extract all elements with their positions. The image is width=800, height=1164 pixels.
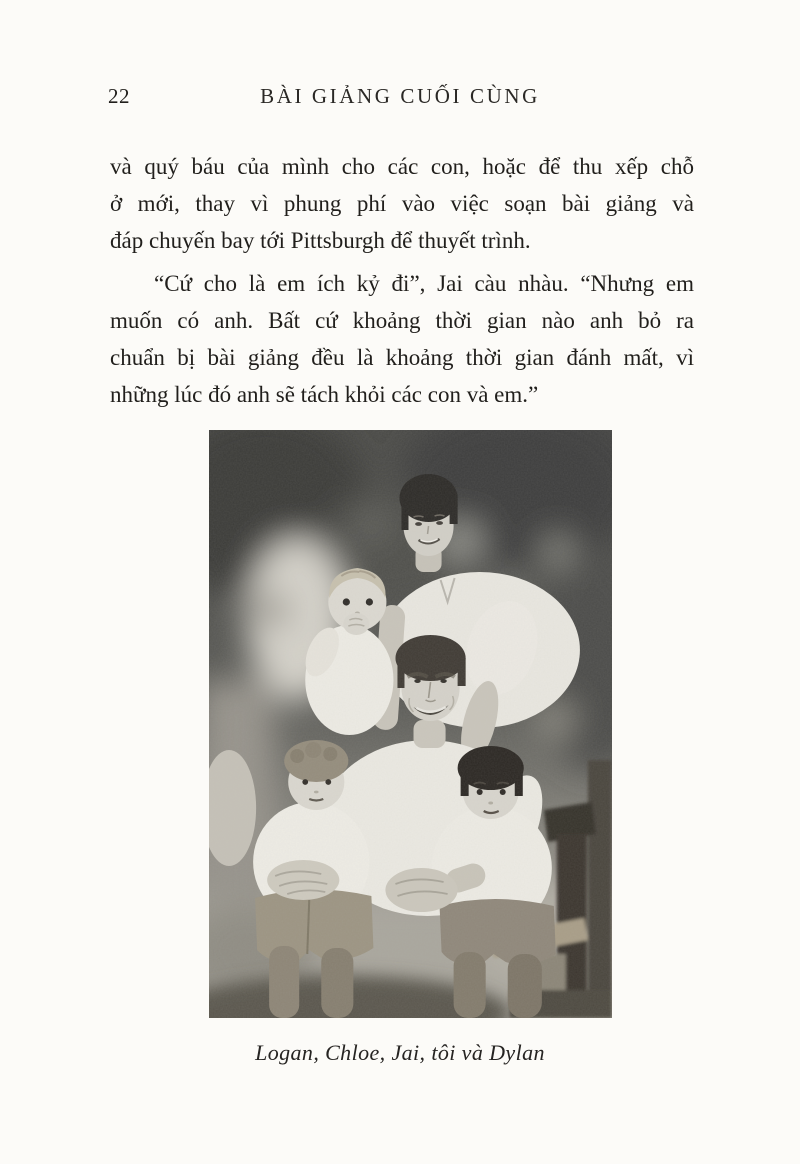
text-line: chuẩn bị bài giảng đều là khoảng thời gian đánh mất, vì	[110, 345, 694, 370]
body-text	[110, 148, 694, 413]
photo-caption: Logan, Chloe, Jai, tôi và Dylan	[255, 1040, 545, 1065]
text-line: đáp chuyến bay tới Pittsburgh để thuyết trình.	[110, 228, 531, 253]
text-line: “Cứ cho là em ích kỷ đi”, Jai càu nhàu. “Nhưng em	[154, 271, 694, 296]
text-line: và quý báu của mình cho các con, hoặc để thu xếp chỗ	[110, 154, 694, 179]
running-header: BÀI GIẢNG CUỐI CÙNG	[260, 84, 540, 108]
family-photo	[209, 430, 612, 1018]
text-line: ở mới, thay vì phung phí vào việc soạn bài giảng và	[110, 191, 694, 216]
text-line: những lúc đó anh sẽ tách khỏi các con và em.”	[110, 382, 539, 407]
photo-grain-overlay	[209, 430, 612, 1018]
page-number: 22	[108, 84, 130, 108]
paragraph-2	[110, 265, 694, 413]
family-photo-graphic	[209, 430, 612, 1018]
text-line: muốn có anh. Bất cứ khoảng thời gian nào anh bỏ ra	[110, 308, 694, 333]
paragraph-1	[110, 148, 694, 259]
